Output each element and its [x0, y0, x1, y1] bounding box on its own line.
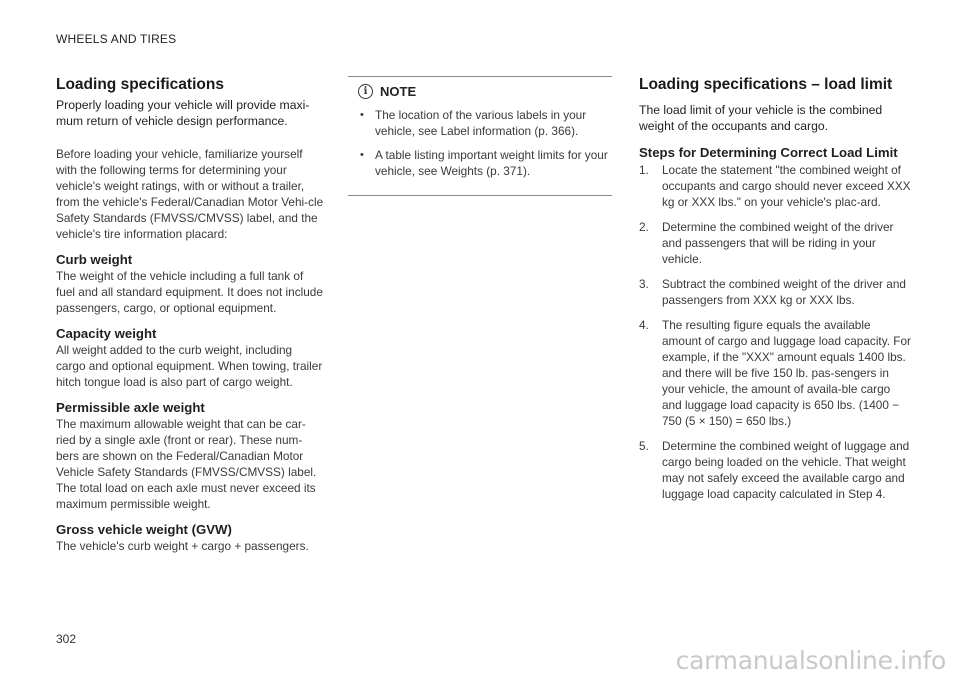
page-number: 302 [56, 632, 77, 646]
term-text-capacity-weight: All weight added to the curb weight, including cargo and optional equipment. When towing, trailer hitch tongue load is also part of cargo weight. [56, 343, 323, 389]
list-item [348, 107, 612, 139]
term-text-gross-vehicle-weight: The vehicle's curb weight + cargo + passengers. [56, 539, 309, 553]
bullet-icon: • [360, 149, 364, 161]
steps-list [639, 162, 911, 502]
step-number: 2. [639, 220, 649, 234]
note-box [348, 76, 612, 196]
step-number: 5. [639, 439, 649, 453]
step-text: Locate the statement "the combined weight of occupants and cargo should never exceed XXX kg or XXX lbs." on your vehicle's plac-ard. [662, 163, 911, 209]
list-item [639, 219, 911, 267]
step-number: 1. [639, 163, 649, 177]
note-item-text: A table listing important weight limits for your vehicle, see Weights (p. 371). [375, 148, 608, 178]
list-item [639, 276, 911, 308]
term-text-permissible-axle-weight: The maximum allowable weight that can be car-ried by a single axle (front or rear). These num-bers are shown on the Federal/Canadian Motor Vehicle Safety Standards (FMVSS/CMVSS) label. The total load on each axle must never exceed its maximum permissible weight. [56, 417, 317, 511]
term-heading-gross-vehicle-weight: Gross vehicle weight (GVW) [56, 522, 232, 537]
list-item [639, 317, 911, 429]
steps-heading: Steps for Determining Correct Load Limit [639, 145, 898, 160]
watermark: carmanualsonline.info [675, 646, 946, 675]
note-title: NOTE [380, 83, 417, 99]
list-item [639, 438, 911, 502]
term-text-curb-weight: The weight of the vehicle including a full tank of fuel and all standard equipment. It does not include passengers, cargo, or optional equipment. [56, 269, 323, 315]
loading-specifications-body: Before loading your vehicle, familiarize yourself with the following terms for determining your vehicle's weight ratings, with or without a trailer, from the vehicle's Federal/Canadian Motor Vehi-cle Safety Standards (FMVSS/CMVSS) label, and the vehicle's tire information placard: [56, 147, 324, 241]
note-list [348, 107, 612, 179]
step-number: 4. [639, 318, 649, 332]
list-item [639, 162, 911, 210]
loading-specifications-title: Loading specifications [56, 76, 224, 93]
step-text: Subtract the combined weight of the driver and passengers from XXX kg or XXX lbs. [662, 277, 906, 307]
column-note [348, 76, 616, 196]
column-loading-specifications [56, 76, 324, 554]
column-load-limit [639, 76, 911, 511]
step-text: Determine the combined weight of the driver and passengers that will be riding in your vehicle. [662, 220, 894, 266]
term-heading-curb-weight: Curb weight [56, 252, 133, 267]
load-limit-intro: The load limit of your vehicle is the combined weight of the occupants and cargo. [639, 103, 883, 133]
note-item-text: The location of the various labels in your vehicle, see Label information (p. 366). [375, 108, 587, 138]
section-header: WHEELS AND TIRES [56, 32, 177, 46]
term-heading-capacity-weight: Capacity weight [56, 326, 157, 341]
info-icon: i [358, 84, 373, 99]
list-item [348, 147, 612, 179]
step-number: 3. [639, 277, 649, 291]
load-limit-title: Loading specifications – load limit [639, 76, 893, 93]
step-text: The resulting figure equals the available amount of cargo and luggage load capacity. For example, if the "XXX" amount equals 1400 lbs. and there will be five 150 lb. pas-sengers in your vehicle, the amount of availa-ble cargo and luggage load capacity is 650 lbs. (1400 − 750 (5 × 150) = 650 lbs.) [662, 318, 911, 428]
term-heading-permissible-axle-weight: Permissible axle weight [56, 400, 205, 415]
loading-specifications-intro: Properly loading your vehicle will provide maxi-mum return of vehicle design performance. [56, 98, 310, 128]
step-text: Determine the combined weight of luggage and cargo being loaded on the vehicle. That weight may not safely exceed the available cargo and luggage load capacity calculated in Step 4. [662, 439, 910, 501]
bullet-icon: • [360, 109, 364, 121]
note-header [358, 81, 612, 101]
